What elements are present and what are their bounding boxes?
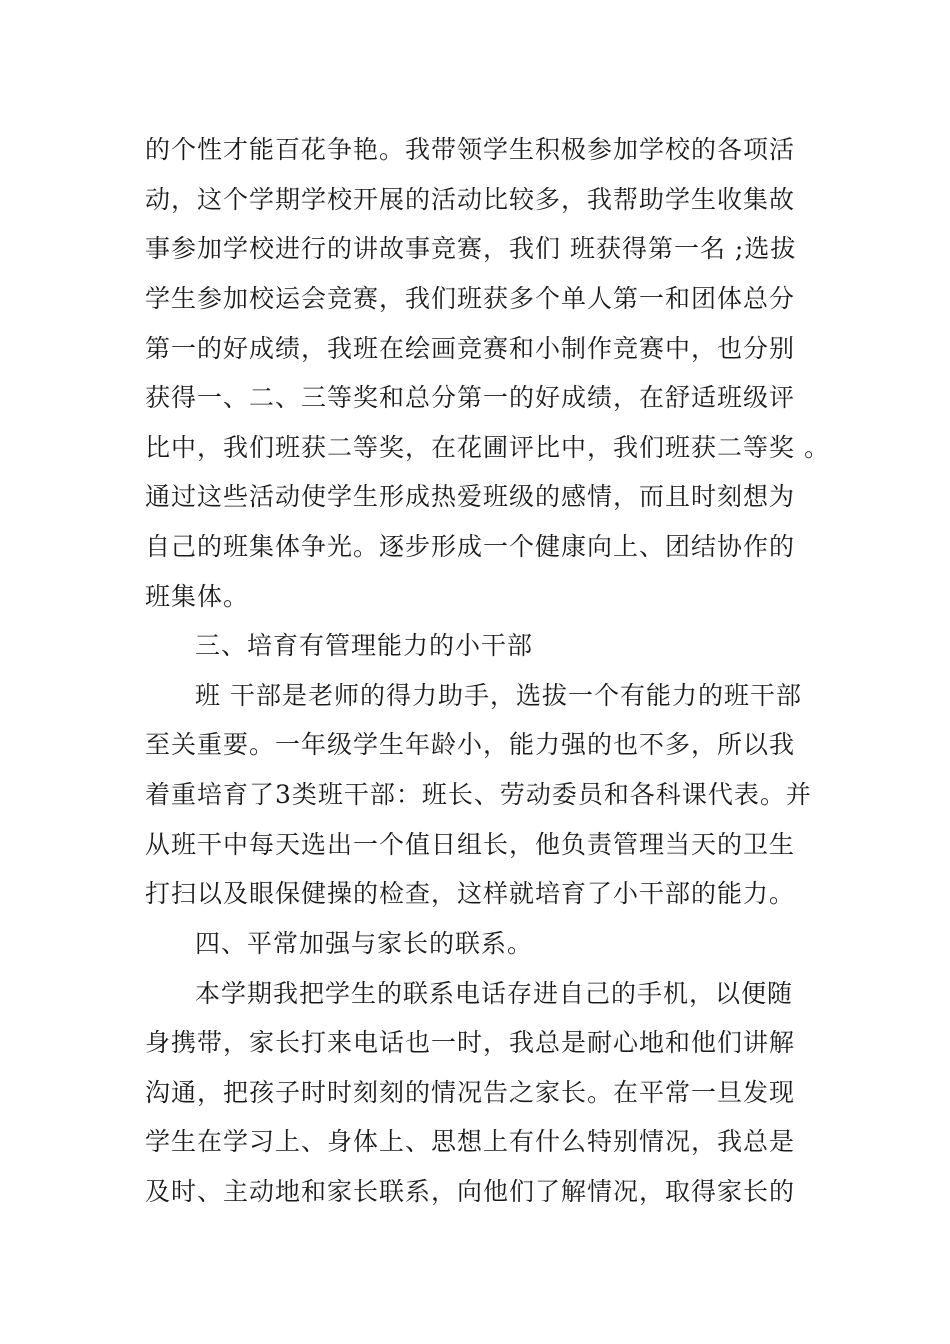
text-line: 自己的班集体争光。逐步形成一个健康向上、团结协作的 (145, 532, 796, 561)
text-line: 着重培育了3类班干部：班长、劳动委员和各科课代表。并 (145, 780, 812, 809)
text-line: 第一的好成绩，我班在绘画竞赛和小制作竞赛中，也分别 (145, 334, 796, 363)
text-line: 学生参加校运会竞赛，我们班获多个单人第一和团体总分 (145, 284, 796, 313)
text-line: 从班干中每天选出一个值日组长，他负责管理当天的卫生 (145, 830, 796, 859)
text-line: 班集体。 (145, 582, 250, 611)
text-line: 沟通，把孩子时时刻刻的情况告之家长。在平常一旦发现 (145, 1078, 796, 1107)
text-line: 通过这些活动使学生形成热爱班级的感情，而且时刻想为 (145, 482, 796, 511)
text-line: 的个性才能百花争艳。我带领学生积极参加学校的各项活 (145, 135, 796, 164)
text-line: 动，这个学期学校开展的活动比较多，我帮助学生收集故 (145, 185, 796, 214)
section-heading: 四、平常加强与家长的联系。 (195, 929, 534, 958)
text-line: 打扫以及眼保健操的检查，这样就培育了小干部的能力。 (145, 879, 796, 908)
text-line: 学生在学习上、身体上、思想上有什么特别情况，我总是 (145, 1127, 796, 1156)
text-line: 事参加学校进行的讲故事竞赛，我们 班获得第一名 ;选拔 (145, 234, 797, 263)
text-line: 比中，我们班获二等奖，在花圃评比中，我们班获二等奖 。 (145, 433, 830, 462)
paragraph-first-line: 班 干部是老师的得力助手，选拔一个有能力的班干部 (195, 681, 802, 710)
paragraph-first-line: 本学期我把学生的联系电话存进自己的手机，以便随 (195, 979, 794, 1008)
text-line: 及时、主动地和家长联系，向他们了解情况，取得家长的 (145, 1177, 796, 1206)
text-line: 身携带，家长打来电话也一时，我总是耐心地和他们讲解 (145, 1028, 796, 1057)
text-line: 获得一、二、三等奖和总分第一的好成绩，在舒适班级评 (145, 383, 796, 412)
section-heading: 三、培育有管理能力的小干部 (195, 631, 534, 660)
text-line: 至关重要。一年级学生年龄小，能力强的也不多，所以我 (145, 730, 796, 759)
